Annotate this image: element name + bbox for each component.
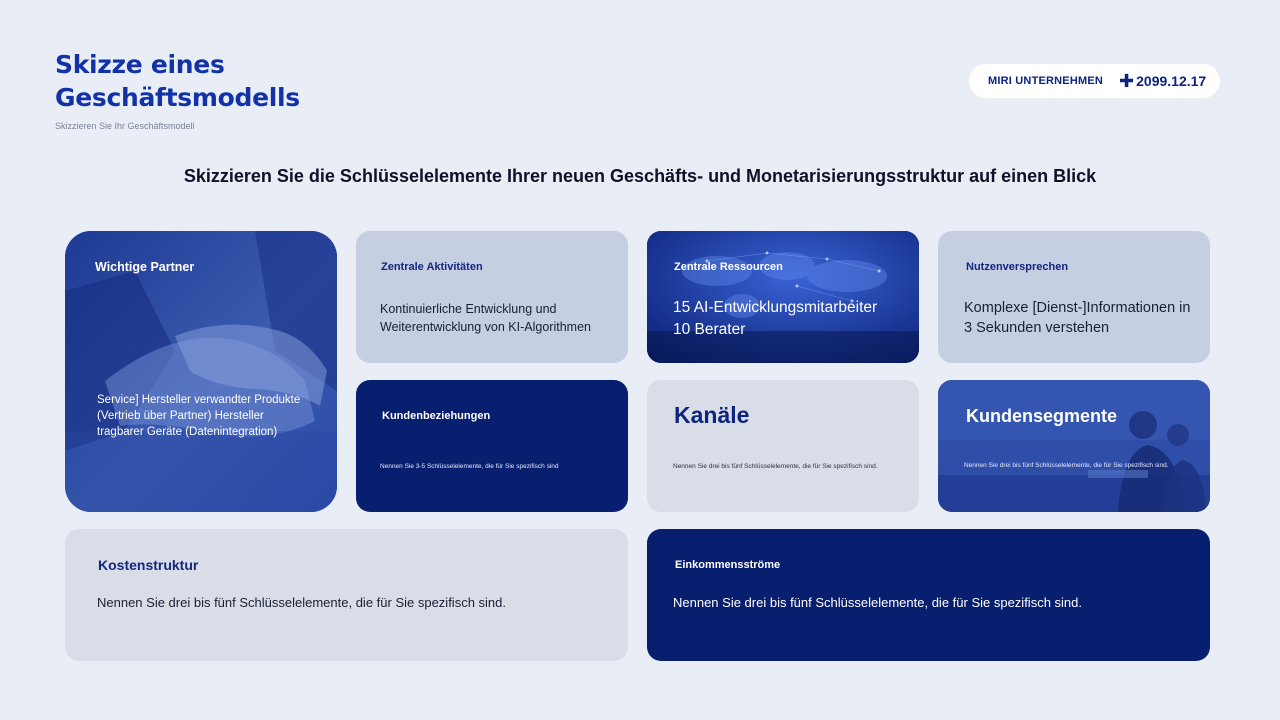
card-title: Kundenbeziehungen (382, 410, 491, 422)
card-text: Nennen Sie drei bis fünf Schlüsselelemente, die für Sie spezifisch sind. (673, 595, 1082, 610)
card-text-line-2: 10 Berater (673, 321, 746, 338)
card-title: Kostenstruktur (98, 557, 199, 573)
card-text: Komplexe [Dienst-]Informationen in 3 Sekunden verstehen (964, 300, 1191, 336)
page-title: Skizze eines Geschäftsmodells (55, 50, 300, 112)
card-text-line-1: 15 AI-Entwicklungsmitarbeiter (673, 299, 878, 316)
card-text: Nennen Sie 3-5 Schlüsselelemente, die für Sie spezifisch sind (380, 463, 559, 470)
card-title: Zentrale Ressourcen (674, 261, 783, 273)
card-text: Nennen Sie drei bis fünf Schlüsselelemente, die für Sie spezifisch sind. (964, 462, 1169, 469)
card-title: Nutzenversprechen (966, 261, 1069, 273)
card-customer-segments (938, 380, 1210, 512)
page-subtitle: Skizzieren Sie Ihr Geschäftsmodell (55, 121, 195, 131)
card-title: Zentrale Aktivitäten (381, 261, 483, 273)
headline: Skizzieren Sie die Schlüsselelemente Ihrer neuen Geschäfts- und Monetarisierungsstruktur auf einen Blick (183, 166, 1097, 186)
company-name: MIRI UNTERNEHMEN (988, 75, 1104, 87)
card-customer-relationships (356, 380, 628, 512)
card-text: Nennen Sie drei bis fünf Schlüsselelemente, die für Sie spezifisch sind. (673, 463, 878, 470)
card-title: Wichtige Partner (95, 260, 195, 274)
card-text: Kontinuierliche Entwicklung und Weiterentwicklung von KI-Algorithmen (380, 302, 591, 334)
date-label: 2099.12.17 (1136, 73, 1207, 89)
card-key-partners (65, 231, 337, 512)
card-title: Kundensegmente (966, 406, 1118, 426)
card-revenue-streams (647, 529, 1210, 661)
office-people-photo (938, 380, 1210, 512)
card-title: Kanäle (674, 402, 750, 428)
card-cost-structure (65, 529, 628, 661)
card-text: Nennen Sie drei bis fünf Schlüsselelemente, die für Sie spezifisch sind. (97, 595, 506, 610)
card-value-proposition (938, 231, 1210, 363)
card-key-resources (647, 231, 919, 363)
card-title: Einkommensströme (675, 559, 781, 571)
card-text: Service] Hersteller verwandter Produkte (Vertrieb über Partner) Hersteller tragbarer Geräte (Datenintegration) (97, 394, 301, 438)
plus-icon: ✚ (1119, 71, 1135, 91)
card-channels (647, 380, 919, 512)
card-key-activities (356, 231, 628, 363)
company-date-badge (969, 64, 1220, 98)
